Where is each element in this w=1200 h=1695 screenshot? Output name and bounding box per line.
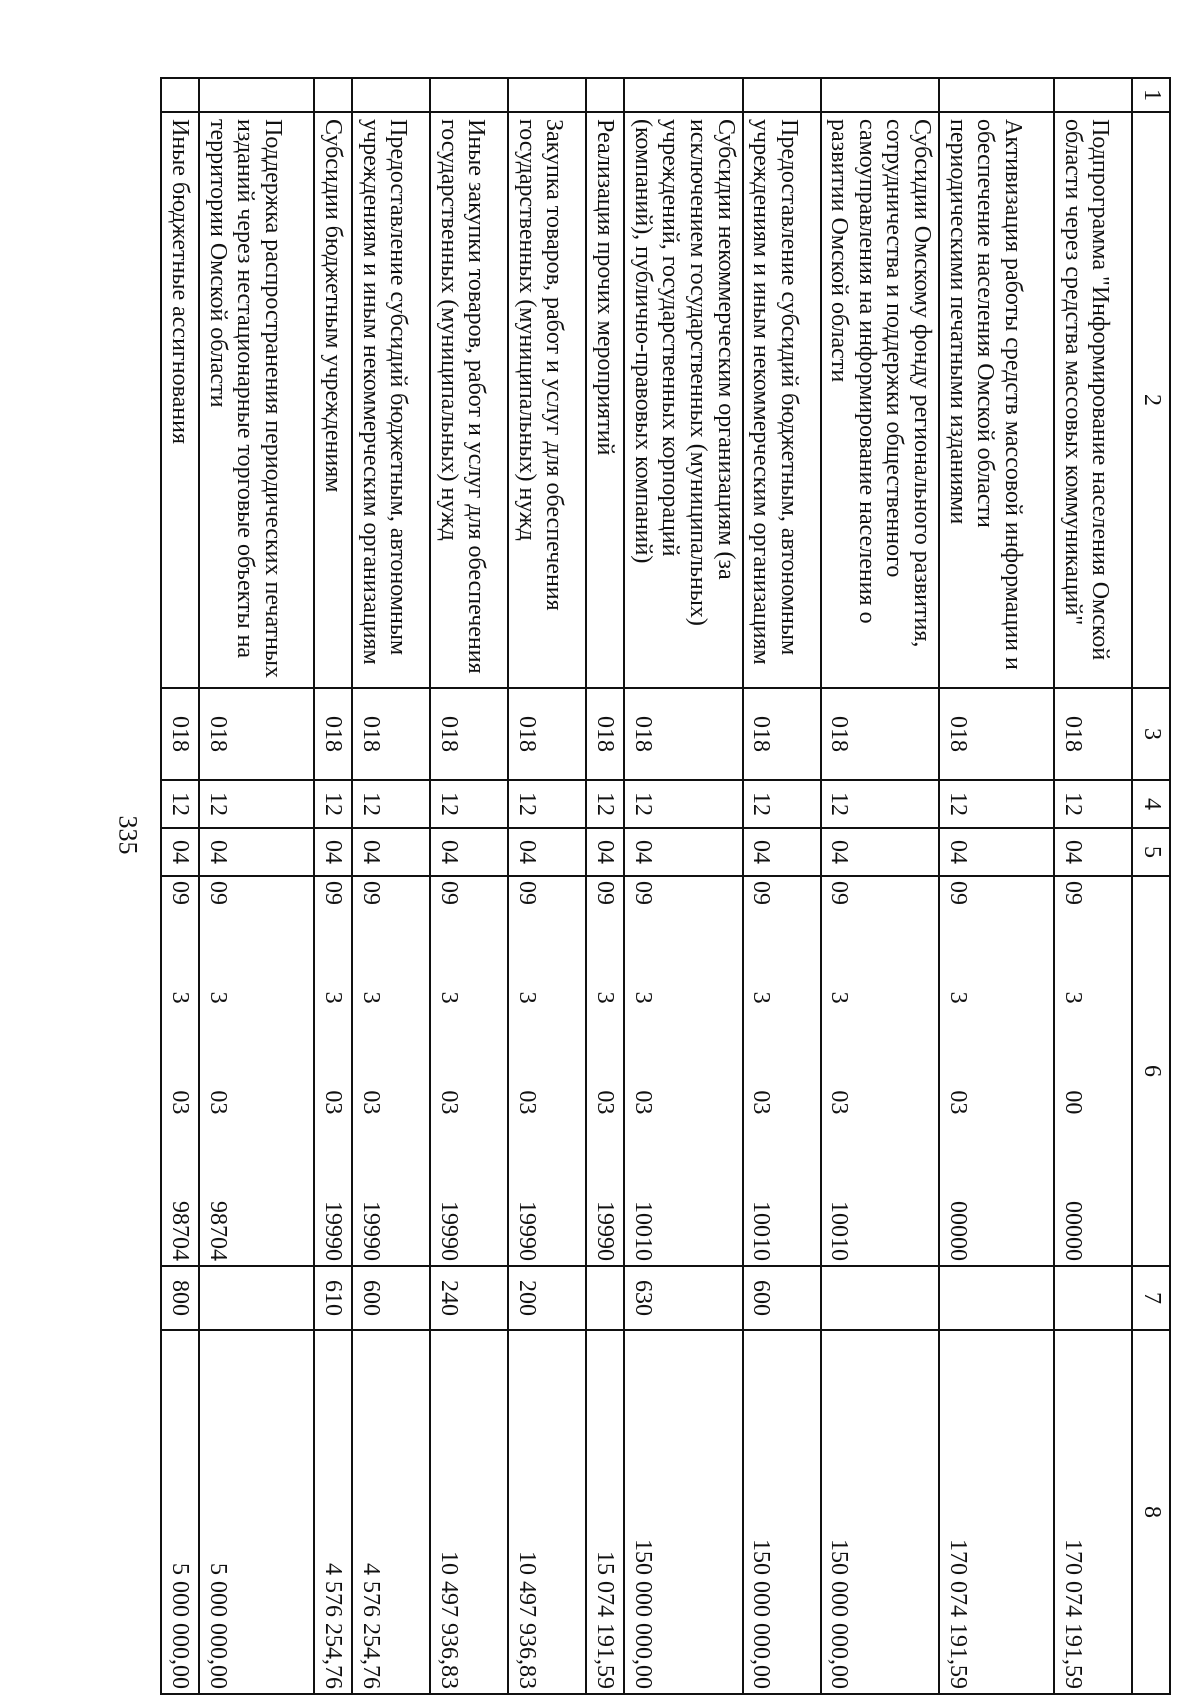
table-row — [314, 78, 352, 1694]
target-article-cell — [939, 876, 1054, 1266]
target-article-part: 03 — [944, 1090, 971, 1115]
admin-code-cell: 018 — [743, 688, 821, 780]
target-article-parts — [434, 881, 462, 1261]
table-header-row — [1132, 78, 1170, 1694]
header-col-4: 4 — [1132, 780, 1170, 828]
target-article-cell — [430, 876, 508, 1266]
target-article-part: 09 — [166, 881, 193, 905]
target-article-parts — [318, 881, 346, 1261]
target-article-part: 19990 — [435, 1200, 462, 1261]
subsection-code-cell: 04 — [821, 828, 939, 876]
expense-type-cell — [821, 1266, 939, 1330]
header-col-2: 2 — [1132, 112, 1170, 688]
item-name-cell: Субсидии Омскому фонду регионального развития, сотрудничества и поддержки общественного самоуправления на информирование населения о развитии Омской области — [821, 112, 939, 688]
target-article-parts — [943, 881, 971, 1261]
row-number-cell — [508, 78, 586, 112]
amount-cell: 10 497 936,83 — [508, 1330, 586, 1694]
item-name-cell: Подпрограмма "Информирование населения Омской области через средства массовых коммуникаций" — [1054, 112, 1132, 688]
expense-type-cell — [1054, 1266, 1132, 1330]
target-article-cell — [821, 876, 939, 1266]
header-col-6: 6 — [1132, 876, 1170, 1266]
amount-cell: 170 074 191,59 — [1054, 1330, 1132, 1694]
section-code-cell: 12 — [314, 780, 352, 828]
target-article-parts — [747, 881, 775, 1261]
amount-cell: 15 074 191,59 — [586, 1330, 624, 1694]
target-article-part: 19990 — [591, 1200, 618, 1261]
admin-code-cell: 018 — [624, 688, 742, 780]
table-row — [430, 78, 508, 1694]
expense-type-cell: 630 — [624, 1266, 742, 1330]
row-number-cell — [624, 78, 742, 112]
target-article-part: 03 — [166, 1090, 193, 1115]
admin-code-cell: 018 — [430, 688, 508, 780]
target-article-part: 3 — [1059, 991, 1086, 1004]
expense-type-cell: 800 — [161, 1266, 199, 1330]
target-article-part: 03 — [319, 1090, 346, 1115]
target-article-parts — [1058, 881, 1086, 1261]
section-code-cell: 12 — [430, 780, 508, 828]
target-article-part: 00000 — [944, 1200, 971, 1261]
target-article-part: 09 — [748, 881, 775, 905]
target-article-part: 3 — [435, 991, 462, 1004]
target-article-part: 3 — [513, 991, 540, 1004]
item-name-cell: Иные бюджетные ассигнования — [161, 112, 199, 688]
subsection-code-cell: 04 — [508, 828, 586, 876]
table-row — [586, 78, 624, 1694]
admin-code-cell: 018 — [314, 688, 352, 780]
item-name-cell: Реализация прочих мероприятий — [586, 112, 624, 688]
amount-cell: 5 000 000,00 — [161, 1330, 199, 1694]
subsection-code-cell: 04 — [430, 828, 508, 876]
row-number-cell — [743, 78, 821, 112]
target-article-part: 98704 — [204, 1200, 231, 1261]
target-article-part: 19990 — [513, 1200, 540, 1261]
subsection-code-cell: 04 — [586, 828, 624, 876]
target-article-parts — [825, 881, 853, 1261]
row-number-cell — [939, 78, 1054, 112]
item-name-cell: Субсидии бюджетным учреждениям — [314, 112, 352, 688]
target-article-parts — [356, 881, 384, 1261]
expense-type-cell: 240 — [430, 1266, 508, 1330]
table-row — [743, 78, 821, 1694]
target-article-part: 3 — [944, 991, 971, 1004]
target-article-cell — [352, 876, 430, 1266]
section-code-cell: 12 — [939, 780, 1054, 828]
table-row — [352, 78, 430, 1694]
row-number-cell — [430, 78, 508, 112]
table-row — [821, 78, 939, 1694]
subsection-code-cell: 04 — [199, 828, 314, 876]
item-name-cell: Иные закупки товаров, работ и услуг для обеспечения государственных (муниципальных) нужд — [430, 112, 508, 688]
item-name-cell: Поддержка распространения периодических печатных изданий через нестационарные торговые объекты на территории Омской области — [199, 112, 314, 688]
target-article-cell — [586, 876, 624, 1266]
target-article-part: 03 — [826, 1090, 853, 1115]
expense-type-cell — [939, 1266, 1054, 1330]
target-article-part: 10010 — [826, 1200, 853, 1261]
table-row — [508, 78, 586, 1694]
table-body — [161, 78, 1170, 1694]
target-article-part: 09 — [826, 881, 853, 905]
expense-type-cell: 200 — [508, 1266, 586, 1330]
admin-code-cell: 018 — [1054, 688, 1132, 780]
subsection-code-cell: 04 — [314, 828, 352, 876]
target-article-part: 98704 — [166, 1200, 193, 1261]
row-number-cell — [586, 78, 624, 112]
table-row — [939, 78, 1054, 1694]
target-article-parts — [512, 881, 540, 1261]
target-article-part: 03 — [748, 1090, 775, 1115]
target-article-part: 3 — [826, 991, 853, 1004]
row-number-cell — [161, 78, 199, 112]
section-code-cell: 12 — [743, 780, 821, 828]
amount-cell: 150 000 000,00 — [743, 1330, 821, 1694]
subsection-code-cell: 04 — [743, 828, 821, 876]
target-article-part: 3 — [357, 991, 384, 1004]
admin-code-cell: 018 — [161, 688, 199, 780]
table-row — [1054, 78, 1132, 1694]
amount-cell: 150 000 000,00 — [821, 1330, 939, 1694]
row-number-cell — [199, 78, 314, 112]
target-article-cell — [314, 876, 352, 1266]
target-article-part: 3 — [166, 991, 193, 1004]
amount-cell: 5 000 000,00 — [199, 1330, 314, 1694]
target-article-cell — [508, 876, 586, 1266]
header-col-7: 7 — [1132, 1266, 1170, 1330]
target-article-part: 09 — [513, 881, 540, 905]
subsection-code-cell: 04 — [939, 828, 1054, 876]
subsection-code-cell: 04 — [1054, 828, 1132, 876]
subsection-code-cell: 04 — [624, 828, 742, 876]
target-article-cell — [161, 876, 199, 1266]
target-article-part: 03 — [629, 1090, 656, 1115]
budget-table-sheet — [141, 77, 1171, 1693]
expense-type-cell: 610 — [314, 1266, 352, 1330]
target-article-cell — [1054, 876, 1132, 1266]
target-article-cell — [199, 876, 314, 1266]
item-name-cell: Предоставление субсидий бюджетным, автономным учреждениям и иным некоммерческим организациям — [352, 112, 430, 688]
target-article-part: 00 — [1059, 1090, 1086, 1115]
section-code-cell: 12 — [352, 780, 430, 828]
amount-cell: 10 497 936,83 — [430, 1330, 508, 1694]
target-article-part: 09 — [944, 881, 971, 905]
amount-cell: 170 074 191,59 — [939, 1330, 1054, 1694]
target-article-part: 3 — [319, 991, 346, 1004]
target-article-part: 09 — [591, 881, 618, 905]
header-col-8: 8 — [1132, 1330, 1170, 1694]
section-code-cell: 12 — [161, 780, 199, 828]
row-number-cell — [821, 78, 939, 112]
target-article-part: 09 — [1059, 881, 1086, 905]
target-article-part: 09 — [319, 881, 346, 905]
target-article-part: 3 — [204, 991, 231, 1004]
target-article-part: 03 — [435, 1090, 462, 1115]
target-article-parts — [165, 881, 193, 1261]
target-article-cell — [743, 876, 821, 1266]
amount-cell: 4 576 254,76 — [314, 1330, 352, 1694]
target-article-part: 09 — [629, 881, 656, 905]
table-row — [624, 78, 742, 1694]
target-article-parts — [628, 881, 656, 1261]
item-name-cell: Предоставление субсидий бюджетным, автономным учреждениям и иным некоммерческим организациям — [743, 112, 821, 688]
header-col-5: 5 — [1132, 828, 1170, 876]
row-number-cell — [1054, 78, 1132, 112]
target-article-part: 00000 — [1059, 1200, 1086, 1261]
subsection-code-cell: 04 — [352, 828, 430, 876]
target-article-parts — [203, 881, 231, 1261]
page-number: 335 — [113, 815, 143, 855]
target-article-part: 3 — [748, 991, 775, 1004]
admin-code-cell: 018 — [352, 688, 430, 780]
header-col-1: 1 — [1132, 78, 1170, 112]
amount-cell: 150 000 000,00 — [624, 1330, 742, 1694]
target-article-part: 03 — [204, 1090, 231, 1115]
amount-cell: 4 576 254,76 — [352, 1330, 430, 1694]
section-code-cell: 12 — [586, 780, 624, 828]
admin-code-cell: 018 — [821, 688, 939, 780]
expense-type-cell — [199, 1266, 314, 1330]
target-article-part: 10010 — [629, 1200, 656, 1261]
section-code-cell: 12 — [624, 780, 742, 828]
target-article-part: 09 — [204, 881, 231, 905]
expense-type-cell: 600 — [743, 1266, 821, 1330]
target-article-part: 19990 — [357, 1200, 384, 1261]
admin-code-cell: 018 — [586, 688, 624, 780]
admin-code-cell: 018 — [199, 688, 314, 780]
row-number-cell — [352, 78, 430, 112]
target-article-part: 19990 — [319, 1200, 346, 1261]
item-name-cell: Активизация работы средств массовой информации и обеспечение населения Омской области периодическими печатными изданиями — [939, 112, 1054, 688]
expense-type-cell — [586, 1266, 624, 1330]
target-article-part: 3 — [629, 991, 656, 1004]
section-code-cell: 12 — [821, 780, 939, 828]
target-article-part: 03 — [591, 1090, 618, 1115]
admin-code-cell: 018 — [508, 688, 586, 780]
subsection-code-cell: 04 — [161, 828, 199, 876]
item-name-cell: Закупка товаров, работ и услуг для обеспечения государственных (муниципальных) нужд — [508, 112, 586, 688]
target-article-part: 10010 — [748, 1200, 775, 1261]
target-article-part: 09 — [435, 881, 462, 905]
table-row — [199, 78, 314, 1694]
target-article-cell — [624, 876, 742, 1266]
target-article-part: 09 — [357, 881, 384, 905]
row-number-cell — [314, 78, 352, 112]
target-article-part: 03 — [513, 1090, 540, 1115]
expense-type-cell: 600 — [352, 1266, 430, 1330]
section-code-cell: 12 — [199, 780, 314, 828]
item-name-cell: Субсидии некоммерческим организациям (за исключением государственных (муниципальных) учреждений, государственных корпораций (компаний), публично-правовых компаний) — [624, 112, 742, 688]
target-article-part: 03 — [357, 1090, 384, 1115]
section-code-cell: 12 — [508, 780, 586, 828]
budget-table — [160, 77, 1171, 1695]
target-article-part: 3 — [591, 991, 618, 1004]
table-row — [161, 78, 199, 1694]
section-code-cell: 12 — [1054, 780, 1132, 828]
header-col-3: 3 — [1132, 688, 1170, 780]
admin-code-cell: 018 — [939, 688, 1054, 780]
target-article-parts — [590, 881, 618, 1261]
